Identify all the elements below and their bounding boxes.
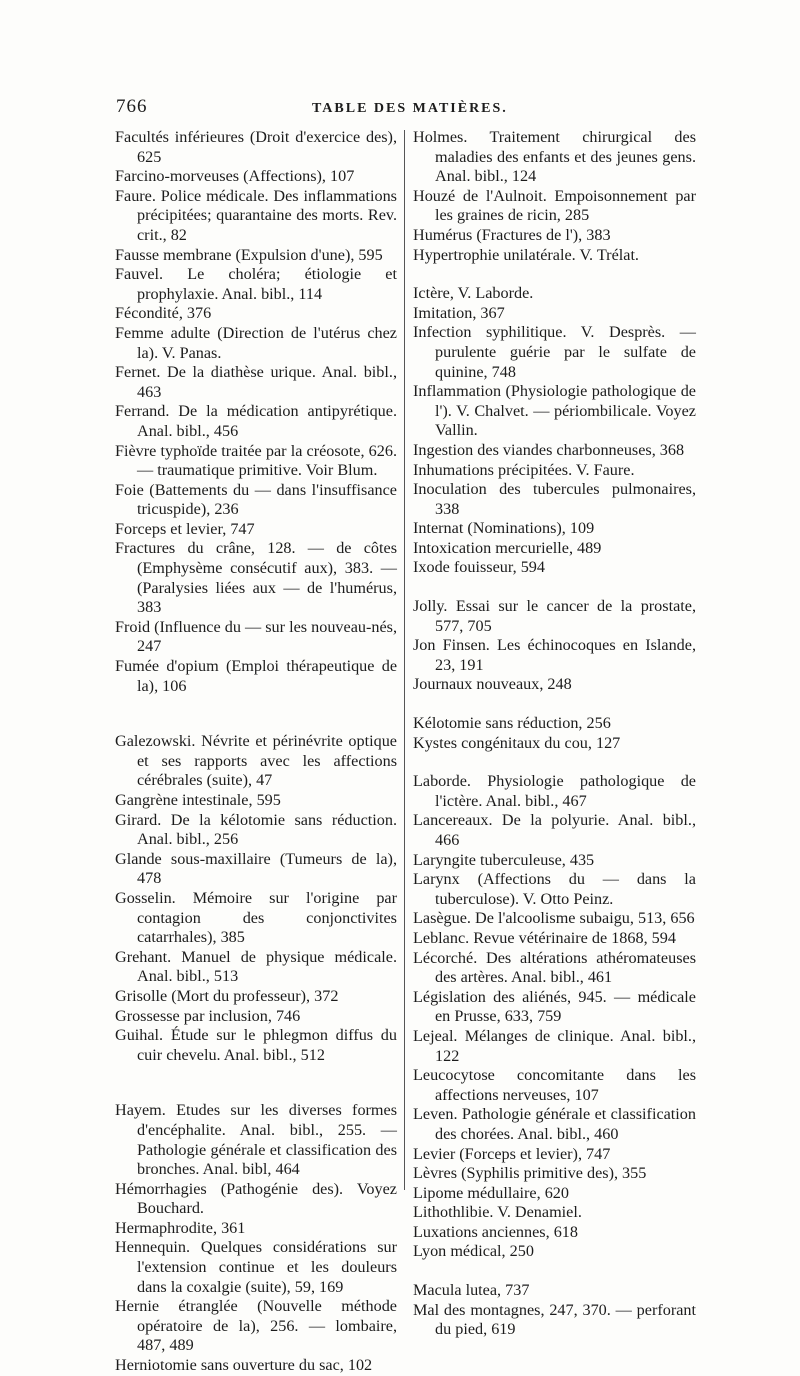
index-entry: Journaux nouveaux, 248 — [413, 675, 572, 694]
index-entry: Hayem. Etudes sur les diverses formes d'encéphalite. Anal. bibl., 255. — Pathologie générale et classification des bronches. Anal. bibl, 464 — [115, 1101, 397, 1179]
index-entry: Luxations anciennes, 618 — [413, 1222, 578, 1241]
index-entry: Fernet. De la diathèse urique. Anal. bibl., 463 — [115, 363, 397, 401]
index-entry: Imitation, 367 — [413, 303, 505, 322]
index-entry: Lyon médical, 250 — [413, 1242, 534, 1261]
index-entry: Ferrand. De la médication antipyrétique. Anal. bibl., 456 — [115, 402, 397, 440]
index-entry: Ingestion des viandes charbonneuses, 368 — [413, 440, 685, 459]
index-entry: Grossesse par inclusion, 746 — [115, 1006, 301, 1025]
index-entry: Leucocytose concomitante dans les affections nerveuses, 107 — [413, 1066, 696, 1104]
index-entry: Lejeal. Mélanges de clinique. Anal. bibl., 122 — [413, 1026, 696, 1065]
index-entry: Inoculation des tubercules pulmonaires, 338 — [413, 480, 696, 518]
index-entry: Forceps et levier, 747 — [115, 519, 255, 538]
index-entry: Lipome médullaire, 620 — [413, 1183, 569, 1202]
index-entry: Hermaphrodite, 361 — [115, 1218, 246, 1237]
index-entry: Laborde. Physiologie pathologique de l'ictère. Anal. bibl., 467 — [413, 772, 696, 810]
index-entry: Lasègue. De l'alcoolisme subaigu, 513, 656 — [413, 909, 695, 928]
index-entry: Houzé de l'Aulnoit. Empoisonnement par les graines de ricin, 285 — [413, 186, 696, 225]
index-entry: Galezowski. Névrite et périnévrite optique et ses rapports avec les affections cérébrales (suite), 47 — [115, 732, 397, 790]
index-entry: Facultés inférieures (Droit d'exercice des), 625 — [115, 128, 397, 166]
index-entry: Mal des montagnes, 247, 370. — perforant du pied, 619 — [413, 1300, 696, 1339]
index-entry: Froid (Influence du — sur les nouveau-nés, 247 — [115, 617, 397, 656]
index-entry: Inhumations précipitées. V. Faure. — [413, 460, 635, 479]
index-entry: Laryngite tuberculeuse, 435 — [413, 850, 595, 869]
index-entry: Ictère, V. Laborde. — [413, 284, 534, 303]
index-entry: Inflammation (Physiologie pathologique de l'). V. Chalvet. — périombilicale. Voyez Vallin. — [413, 382, 696, 440]
index-entry: Leblanc. Revue vétérinaire de 1868, 594 — [413, 928, 676, 947]
page-number: 766 — [116, 96, 148, 117]
index-entry: Fausse membrane (Expulsion d'une), 595 — [115, 245, 383, 264]
index-entry: Hypertrophie unilatérale. V. Trélat. — [413, 245, 639, 264]
index-entry: Guihal. Étude sur le phlegmon diffus du cuir chevelu. Anal. bibl., 512 — [115, 1026, 397, 1064]
index-entry: Hennequin. Quelques considérations sur l'extension continue et les douleurs dans la coxalgie (suite), 59, 169 — [115, 1238, 397, 1296]
index-entry: Kélotomie sans réduction, 256 — [413, 714, 611, 733]
index-entry: Fractures du crâne, 128. — de côtes (Emphysème consécutif aux), 383. — (Paralysies liées aux — de l'humérus, 383 — [115, 539, 397, 617]
index-entry: Jolly. Essai sur le cancer de la prostate, 577, 705 — [413, 597, 696, 635]
running-title: TABLE DES MATIÈRES. — [312, 101, 508, 116]
index-entry: Intoxication mercurielle, 489 — [413, 538, 602, 557]
index-entry: Foie (Battements du — dans l'insuffisance tricuspide), 236 — [115, 480, 397, 519]
index-entry: Fauvel. Le choléra; étiologie et prophylaxie. Anal. bibl., 114 — [115, 265, 397, 303]
index-entry: Girard. De la kélotomie sans réduction. Anal. bibl., 256 — [115, 810, 397, 849]
index-entry: Hernie étranglée (Nouvelle méthode opératoire de la), 256. — lombaire, 487, 489 — [115, 1297, 397, 1355]
index-column-left — [115, 128, 397, 1376]
index-column-right — [413, 128, 696, 1340]
index-entry: Législation des aliénés, 945. — médicale en Prusse, 633, 759 — [413, 987, 696, 1026]
index-entry: Fumée d'opium (Emploi thérapeutique de la), 106 — [115, 657, 397, 695]
index-entry: Lancereaux. De la polyurie. Anal. bibl., 466 — [413, 811, 696, 849]
index-entry: Levier (Forceps et levier), 747 — [413, 1144, 611, 1163]
index-entry: Lithothlibie. V. Denamiel. — [413, 1203, 582, 1222]
index-entry: Grehant. Manuel de physique médicale. Anal. bibl., 513 — [115, 947, 397, 986]
index-entry: Fécondité, 376 — [115, 304, 212, 323]
index-entry: Lèvres (Syphilis primitive des), 355 — [413, 1164, 647, 1183]
index-entry: Herniotomie sans ouverture du sac, 102 — [115, 1356, 373, 1375]
index-entry: Holmes. Traitement chirurgical des maladies des enfants et des jeunes gens. Anal. bibl., 124 — [413, 128, 696, 186]
index-entry: Farcino-morveuses (Affections), 107 — [115, 167, 355, 186]
index-entry: Internat (Nominations), 109 — [413, 519, 595, 538]
index-entry: Lécorché. Des altérations athéromateuses des artères. Anal. bibl., 461 — [413, 948, 696, 987]
index-entry: Gangrène intestinale, 595 — [115, 791, 281, 809]
index-entry: Leven. Pathologie générale et classification des chorées. Anal. bibl., 460 — [413, 1105, 696, 1143]
index-entry: Faure. Police médicale. Des inflammations précipitées; quarantaine des morts. Rev. crit., 82 — [115, 186, 397, 244]
index-entry: Kystes congénitaux du cou, 127 — [413, 733, 621, 752]
index-entry: Femme adulte (Direction de l'utérus chez la). V. Panas. — [115, 323, 397, 362]
index-entry: Glande sous-maxillaire (Tumeurs de la), 478 — [115, 849, 397, 888]
index-entry: Ixode fouisseur, 594 — [413, 558, 545, 577]
index-entry: Gosselin. Mémoire sur l'origine par contagion des conjonctivites catarrhales), 385 — [115, 888, 397, 947]
index-entry: Infection syphilitique. V. Desprès. — purulente guérie par le sulfate de quinine, 748 — [413, 323, 696, 381]
index-entry: Grisolle (Mort du professeur), 372 — [115, 986, 339, 1005]
column-divider — [404, 130, 405, 1190]
index-entry: Jon Finsen. Les échinocoques en Islande, 23, 191 — [413, 636, 696, 674]
index-entry: Fièvre typhoïde traitée par la créosote, 626. — traumatique primitive. Voir Blum. — [115, 441, 397, 480]
index-entry: Larynx (Affections du — dans la tuberculose). V. Otto Peinz. — [413, 870, 696, 908]
index-entry: Hémorrhagies (Pathogénie des). Voyez Bouchard. — [115, 1179, 397, 1218]
index-entry: Macula lutea, 737 — [413, 1281, 530, 1300]
index-entry: Humérus (Fractures de l'), 383 — [413, 225, 611, 244]
